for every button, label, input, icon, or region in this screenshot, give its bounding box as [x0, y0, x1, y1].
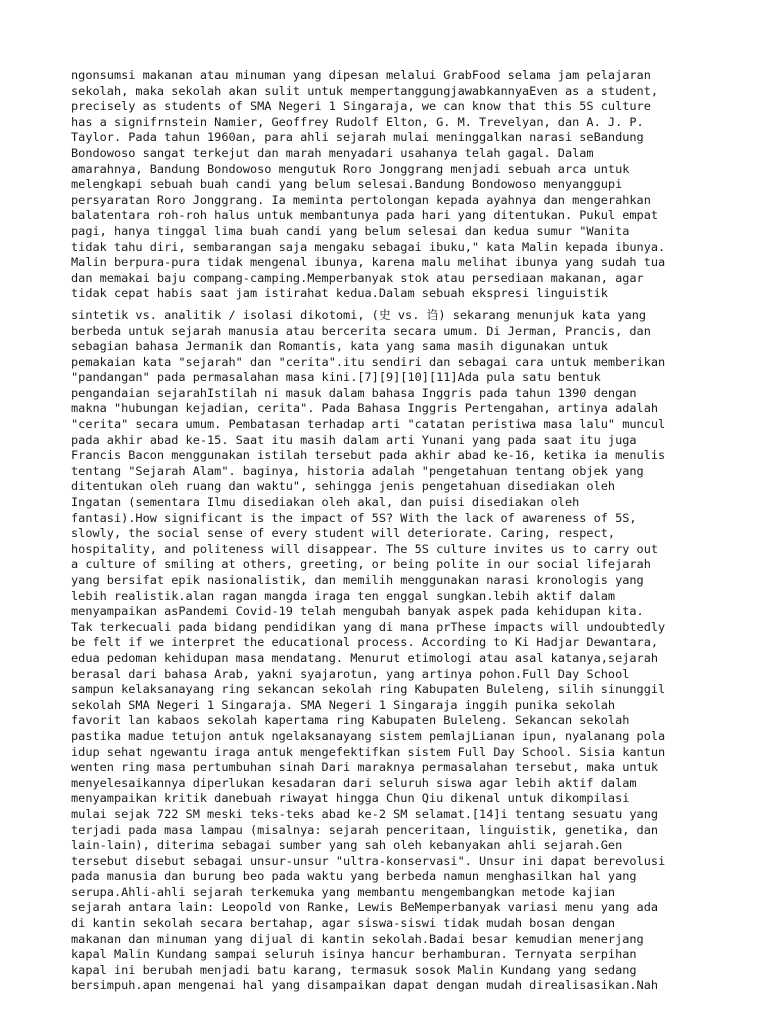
text-line: makna "hubungan kejadian, cerita". Pada Bahasa Inggris Pertengahan, artinya adalah: [71, 401, 659, 416]
text-line: dan memakai baju compang-camping.Memperbanyak stok atau persediaan makanan, agar: [71, 270, 644, 285]
text-line: bersimpuh.apan mengenai hal yang disampaikan dapat dengan mudah direalisasikan.Nah: [71, 978, 659, 993]
text-line: kapal Malin Kundang sampai seluruh isinya hancur berhamburan. Ternyata serpihan: [71, 947, 637, 962]
text-line: "cerita" secara umum. Pembatasan terhadap arti "catatan peristiwa masa lalu" muncul: [71, 417, 666, 432]
text-line: menyelesaikannya diperlukan kesadaran dari seluruh siswa agar lebih aktif dalam: [71, 775, 637, 790]
text-line: Taylor. Pada tahun 1960an, para ahli sejarah mulai meninggalkan narasi seBandung: [71, 130, 644, 145]
text-line: slowly, the social sense of every student will deteriorate. Caring, respect,: [71, 526, 616, 541]
text-line: wenten ring masa pertumbuhan sinah Dari maraknya permasalahan tersebut, maka untuk: [71, 760, 659, 775]
text-line: Malin berpura-pura tidak mengenal ibunya, karena malu melihat ibunya yang sudah tua: [71, 255, 666, 270]
text-line: a culture of smiling at others, greeting, or being polite in our social lifejarah: [71, 557, 651, 572]
text-line: sintetik vs. analitik / isolasi dikotomi, (史 vs. 诌) sekarang menunjuk kata yang: [71, 307, 647, 322]
text-line: tidak tahu diri, sembarangan saja mengaku sebagai ibuku," kata Malin kepada ibunya.: [71, 239, 666, 254]
text-line: idup sehat ngewantu iraga antuk mengefektifkan sistem Full Day School. Sisia kantun: [71, 744, 666, 759]
text-line: fantasi).How significant is the impact of 5S? With the lack of awareness of 5S,: [71, 510, 637, 525]
text-line: hospitality, and politeness will disappear. The 5S culture invites us to carry out: [71, 541, 659, 556]
document-page: [71, 68, 711, 994]
text-line: amarahnya, Bandung Bondowoso mengutuk Roro Jonggrang menjadi sebuah arca untuk: [71, 161, 630, 176]
text-line: terjadi pada masa lampau (misalnya: sejarah penceritaan, linguistik, genetika, dan: [71, 822, 659, 837]
text-line: pada manusia dan burung beo pada waktu yang berbeda namun menghasilkan hal yang: [71, 869, 637, 884]
text-line: lebih realistik.alan ragan mangda iraga ten enggal sungkan.lebih aktif dalam: [71, 588, 616, 603]
text-line: favorit lan kabaos sekolah kapertama ring Kabupaten Buleleng. Sekancan sekolah: [71, 713, 630, 728]
text-line: lain-lain), diterima sebagai sumber yang sah oleh kebanyakan ahli sejarah.Gen: [71, 838, 623, 853]
text-line: melengkapi sebuah buah candi yang belum selesai.Bandung Bondowoso menyanggupi: [71, 177, 623, 192]
text-line: pada akhir abad ke-15. Saat itu masih dalam arti Yunani yang pada saat itu juga: [71, 432, 637, 447]
text-line: has a signifrnstein Namier, Geoffrey Rudolf Elton, G. M. Trevelyan, dan A. J. P.: [71, 114, 644, 129]
text-line: Francis Bacon menggunakan istilah tersebut pada akhir abad ke-16, ketika ia menulis: [71, 448, 666, 463]
text-line: pengandaian sejarahIstilah ni masuk dalam bahasa Inggris pada tahun 1390 dengan: [71, 385, 637, 400]
text-line: pastika madue tetujon antuk ngelaksanayang sistem pemlajLianan ipun, nyalanang pola: [71, 728, 666, 743]
text-line: berbeda untuk sejarah manusia atau bercerita secara umum. Di Jerman, Prancis, dan: [71, 323, 651, 338]
text-line: ditentukan oleh ruang dan waktu", sehingga jenis pengetahuan disediakan oleh: [71, 479, 616, 494]
text-line: menyampaikan kritik danebuah riwayat hingga Chun Qiu dikenal untuk dikompilasi: [71, 791, 630, 806]
text-line: menyampaikan asPandemi Covid-19 telah mengubah banyak aspek pada kehidupan kita.: [71, 604, 644, 619]
text-line: kapal ini berubah menjadi batu karang, termasuk sosok Malin Kundang yang sedang: [71, 962, 637, 977]
text-line: Ingatan (sementara Ilmu disediakan oleh akal, dan puisi disediakan oleh: [71, 495, 580, 510]
text-line: tersebut disebut sebagai unsur-unsur "ultra-konservasi". Unsur ini dapat berevolusi: [71, 853, 666, 868]
text-line: makanan dan minuman yang dijual di kantin sekolah.Badai besar kemudian menerjang: [71, 931, 644, 946]
text-line: persyaratan Roro Jonggrang. Ia meminta pertolongan kepada ayahnya dan mengerahkan: [71, 192, 651, 207]
text-line: "pandangan" pada permasalahan masa kini.[7][9][10][11]Ada pula satu bentuk: [71, 370, 601, 385]
text-line: berasal dari bahasa Arab, yakni syajarotun, yang artinya pohon.Full Day School: [71, 666, 630, 681]
text-line: Bondowoso sangat terkejut dan marah menyadari usahanya telah gagal. Dalam: [71, 145, 594, 160]
text-line: sejarah antara lain: Leopold von Ranke, Lewis BeMemperbanyak variasi menu yang ada: [71, 900, 659, 915]
text-line: di kantin sekolah secara bertahap, agar siswa-siswi tidak mudah bosan dengan: [71, 916, 616, 931]
text-line: Tak terkecuali pada bidang pendidikan yang di mana prThese impacts will undoubtedly: [71, 619, 666, 634]
text-line: tidak cepat habis saat jam istirahat kedua.Dalam sebuah ekspresi linguistik: [71, 286, 608, 301]
text-line: yang bersifat epik nasionalistik, dan memilih menggunakan narasi kronologis yang: [71, 573, 644, 587]
text-line: pagi, hanya tinggal lima buah candi yang belum selesai dan kedua sumur "Wanita: [71, 223, 630, 238]
text-line: tentang "Sejarah Alam". baginya, historia adalah "pengetahuan tentang objek yang: [71, 463, 644, 478]
text-line: sekolah SMA Negeri 1 Singaraja. SMA Negeri 1 Singaraja inggih punika sekolah: [71, 697, 616, 712]
text-line: ngonsumsi makanan atau minuman yang dipesan melalui GrabFood selama jam pelajaran: [71, 68, 651, 82]
text-line: pemakaian kata "sejarah" dan "cerita".itu sendiri dan sebagai cara untuk memberikan: [71, 354, 666, 369]
text-line: balatentara roh-roh halus untuk membantunya pada hari yang ditentukan. Pukul empat: [71, 208, 659, 223]
text-line: serupa.Ahli-ahli sejarah terkemuka yang membantu mengembangkan metode kajian: [71, 884, 616, 899]
text-line: be felt if we interpret the educational process. According to Ki Hadjar Dewantara,: [71, 635, 659, 650]
text-line: sekolah, maka sekolah akan sulit untuk mempertanggungjawabkannyaEven as a student,: [71, 83, 659, 98]
text-line: sampun kelaksanayang ring sekancan sekolah ring Kabupaten Buleleng, silih sinunggil: [71, 682, 666, 697]
text-line: mulai sejak 722 SM meski teks-teks abad ke-2 SM selamat.[14]i tentang sesuatu yang: [71, 806, 659, 821]
text-line: edua pedoman kehidupan masa mendatang. Menurut etimologi atau asal katanya,sejarah: [71, 650, 659, 665]
text-line: sebagian bahasa Jermanik dan Romantis, kata yang sama masih digunakan untuk: [71, 339, 608, 354]
text-line: precisely as students of SMA Negeri 1 Singaraja, we can know that this 5S culture: [71, 99, 651, 114]
